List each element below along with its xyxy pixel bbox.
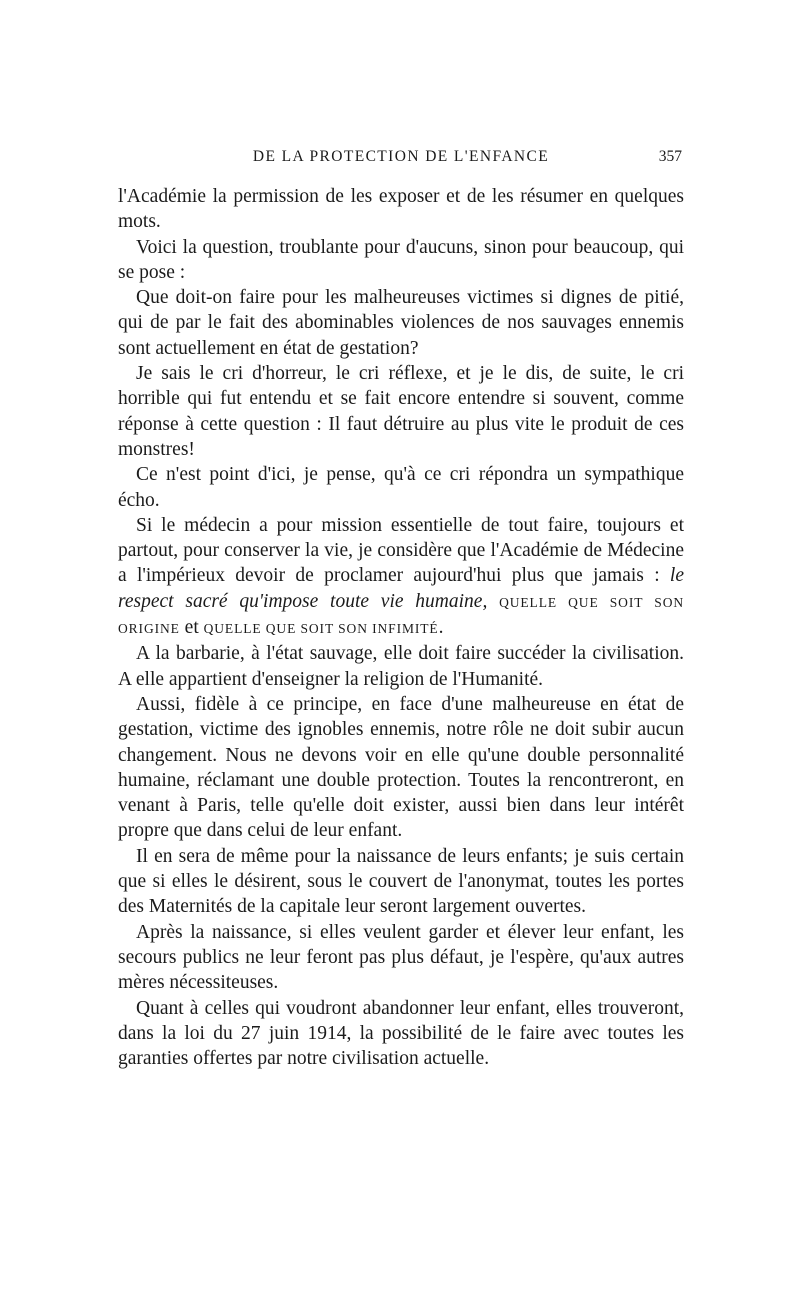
paragraph: Aussi, fidèle à ce principe, en face d'une malheureuse en état de gestation, victime des ignobles ennemis, notre rôle ne doit subir aucun changement. Nous ne devons voir en elle qu'une double personnalité humaine, réclamant une double protection. Toutes la rencontreront, en venant à Paris, telle qu'elle doit exister, aussi bien dans leur intérêt propre que dans celui de leur enfant. bbox=[118, 693, 684, 842]
paragraph: A la barbarie, à l'état sauvage, elle doit faire succéder la civilisation. A elle appartient d'enseigner la religion de l'Humanité. bbox=[118, 643, 684, 690]
paragraph: Quant à celles qui voudront abandonner leur enfant, elles trouveront, dans la loi du 27 juin 1914, la possibilité de le faire avec toutes les garanties offertes par notre civilisation actuelle. bbox=[118, 997, 684, 1070]
paragraph: Après la naissance, si elles veulent garder et élever leur enfant, les secours publics ne leur feront pas plus défaut, je l'espère, qu'aux autres mères nécessiteuses. bbox=[118, 921, 684, 994]
small-caps-infirmity: QUELLE QUE SOIT SON INFIMITÉ bbox=[203, 621, 439, 637]
page-header bbox=[120, 148, 682, 170]
proclamation-lead: Si le médecin a pour mission essentielle de tout faire, toujours et partout, pour conserver la vie, je considère que l'Académie de Médecine a l'impérieux devoir de proclamer aujourd'hui plus que jamais : bbox=[118, 514, 684, 587]
small-caps-origin: QUELLE QUE SOIT SON ORIGINE bbox=[118, 594, 685, 637]
proclamation-conjunction: et bbox=[179, 617, 204, 639]
proclamation-italic: le respect sacré qu'impose toute vie humaine, bbox=[118, 565, 684, 612]
paragraph: Il en sera de même pour la naissance de leurs enfants; je suis certain que si elles le désirent, sous le couvert de l'anonymat, toutes les portes des Maternités de la capitale leur seront largement ouvertes. bbox=[118, 845, 684, 918]
paragraph-proclamation bbox=[118, 513, 684, 641]
proclamation-end: . bbox=[438, 617, 444, 639]
body-text bbox=[118, 184, 684, 1071]
paragraph: Voici la question, troublante pour d'aucuns, sinon pour beaucoup, qui se pose : bbox=[118, 236, 684, 283]
paragraph: Que doit-on faire pour les malheureuses victimes si dignes de pitié, qui de par le fait des abominables violences de nos sauvages ennemis sont actuellement en état de gestation? bbox=[118, 287, 684, 359]
paragraph: Ce n'est point d'ici, je pense, qu'à ce cri répondra un sympathique écho. bbox=[118, 464, 684, 511]
paragraph: Je sais le cri d'horreur, le cri réflexe, et je le dis, de suite, le cri horrible qui fut entendu et se fait encore entendre si souvent, comme réponse à cette question : Il faut détruire au plus vite le produit de ces monstres! bbox=[118, 363, 684, 460]
running-title: DE LA PROTECTION DE L'ENFANCE bbox=[252, 148, 550, 165]
page-number: 357 bbox=[658, 148, 682, 165]
paragraph: l'Académie la permission de les exposer et de les résumer en quelques mots. bbox=[118, 186, 684, 233]
